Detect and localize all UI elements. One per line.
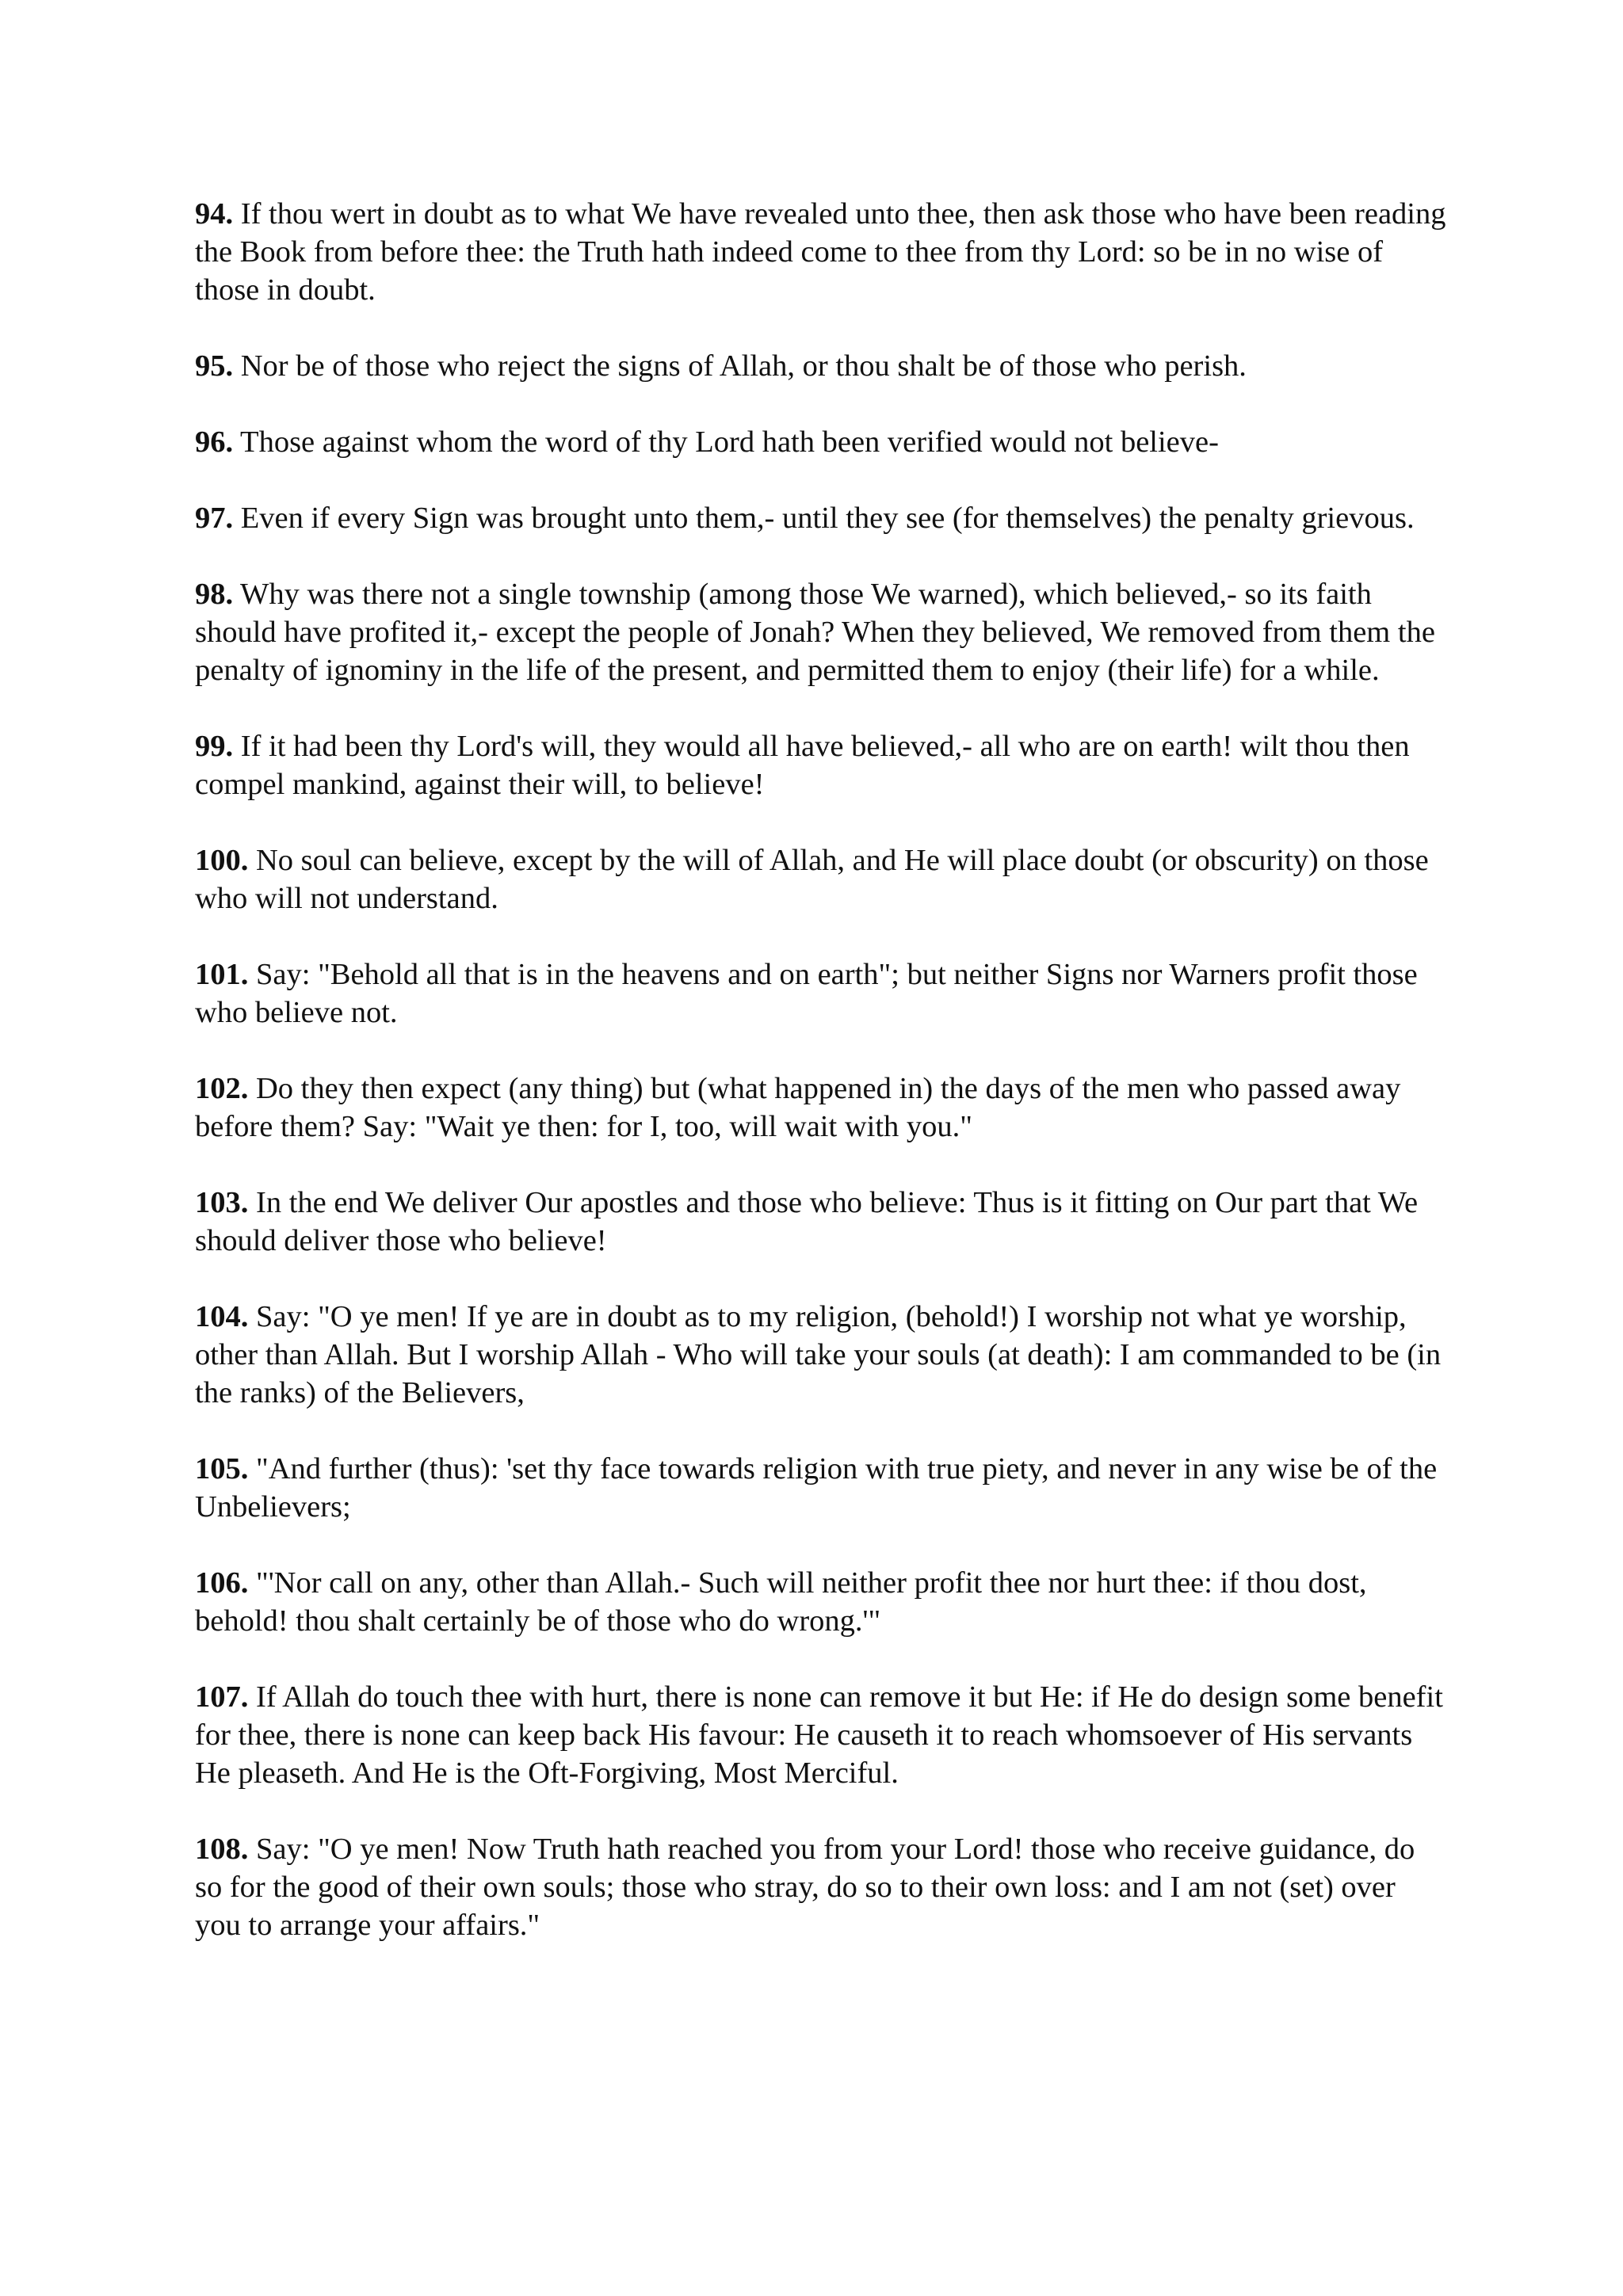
verse-number: 99.: [195, 730, 234, 763]
verse-number: 98.: [195, 578, 234, 611]
verse-96: [195, 423, 1447, 461]
verse-105: [195, 1450, 1447, 1526]
verse-100: [195, 841, 1447, 917]
verse-text: In the end We deliver Our apostles and those who believe: Thus is it fitting on Our part that We should deliver those who believe!: [195, 1186, 1419, 1257]
verse-number: 100.: [195, 844, 249, 877]
verse-number: 94.: [195, 197, 234, 231]
verse-text: "And further (thus): 'set thy face towards religion with true piety, and never in any wise be of the Unbelievers;: [195, 1452, 1438, 1524]
verse-text: Say: "O ye men! If ye are in doubt as to my religion, (behold!) I worship not what ye worship, other than Allah. But I worship Allah - Who will take your souls (at death): I am commanded to be (in the ranks) of the Believers,: [195, 1300, 1442, 1409]
verse-text: Nor be of those who reject the signs of Allah, or thou shalt be of those who perish.: [233, 349, 1247, 383]
verse-number: 96.: [195, 425, 234, 459]
verse-text: Those against whom the word of thy Lord hath been verified would not believe-: [233, 425, 1219, 459]
verse-number: 102.: [195, 1072, 249, 1105]
verse-107: [195, 1678, 1447, 1792]
verse-number: 97.: [195, 502, 234, 535]
verse-number: 106.: [195, 1566, 249, 1600]
verse-103: [195, 1184, 1447, 1260]
verse-number: 103.: [195, 1186, 249, 1219]
verse-text: "'Nor call on any, other than Allah.- Such will neither profit thee nor hurt thee: if thou dost, behold! thou shalt certainly be of those who do wrong.'": [195, 1566, 1367, 1638]
verse-text: Say: "Behold all that is in the heavens and on earth"; but neither Signs nor Warners profit those who believe not.: [195, 958, 1418, 1029]
verse-text: If it had been thy Lord's will, they would all have believed,- all who are on earth! wilt thou then compel mankind, against their will, to believe!: [195, 730, 1410, 801]
verse-102: [195, 1070, 1447, 1146]
verse-number: 107.: [195, 1680, 249, 1714]
verse-number: 95.: [195, 349, 234, 383]
verse-number: 101.: [195, 958, 249, 991]
verse-text: No soul can believe, except by the will of Allah, and He will place doubt (or obscurity) on those who will not understand.: [195, 844, 1429, 915]
verse-text: Why was there not a single township (among those We warned), which believed,- so its faith should have profited it,- except the people of Jonah? When they believed, We removed from them the penalty of ignominy in the life of the present, and permitted them to enjoy (their life) for a while.: [195, 578, 1435, 687]
verse-text: If thou wert in doubt as to what We have revealed unto thee, then ask those who have been reading the Book from before thee: the Truth hath indeed come to thee from thy Lord: so be in no wise of those in doubt.: [195, 197, 1446, 307]
document-page: [195, 195, 1447, 1982]
verse-text: Say: "O ye men! Now Truth hath reached you from your Lord! those who receive guidance, do so for the good of their own souls; those who stray, do so to their own loss: and I am not (set) over you to arrange your affairs.": [195, 1833, 1415, 1942]
verse-108: [195, 1830, 1447, 1944]
verse-98: [195, 575, 1447, 689]
verse-99: [195, 727, 1447, 803]
verse-text: If Allah do touch thee with hurt, there is none can remove it but He: if He do design some benefit for thee, there is none can keep back His favour: He causeth it to reach whomsoever of His servants He pleaseth. And He is the Oft-Forgiving, Most Merciful.: [195, 1680, 1443, 1790]
verse-101: [195, 955, 1447, 1032]
verse-number: 105.: [195, 1452, 249, 1486]
verse-number: 104.: [195, 1300, 249, 1333]
verse-text: Even if every Sign was brought unto them,- until they see (for themselves) the penalty grievous.: [233, 502, 1415, 535]
verse-text: Do they then expect (any thing) but (what happened in) the days of the men who passed away before them? Say: "Wait ye then: for I, too, will wait with you.": [195, 1072, 1401, 1143]
verse-number: 108.: [195, 1833, 249, 1866]
verse-95: [195, 347, 1447, 385]
verse-106: [195, 1564, 1447, 1640]
verse-97: [195, 499, 1447, 537]
verse-94: [195, 195, 1447, 309]
verse-104: [195, 1298, 1447, 1412]
